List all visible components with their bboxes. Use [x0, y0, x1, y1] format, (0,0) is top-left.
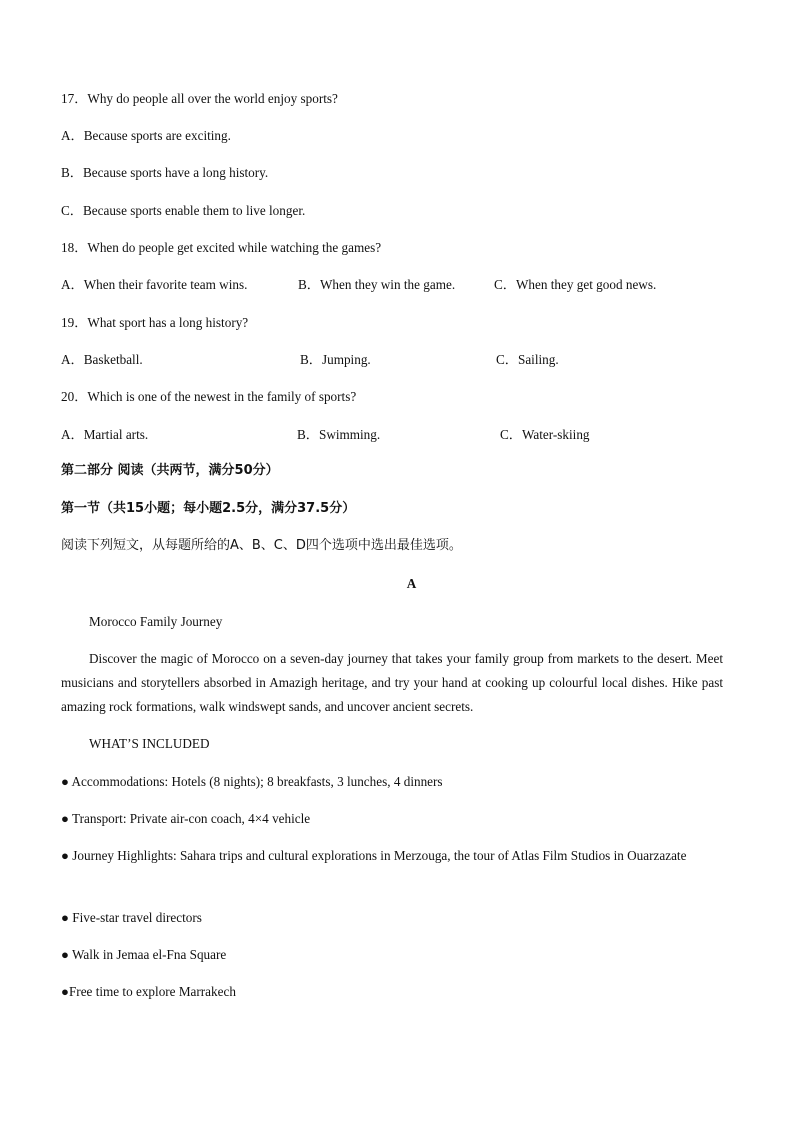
section-one-heading: 第一节（共15小题；每小题2.5分，满分37.5分） [61, 501, 356, 516]
passage-intro: Discover the magic of Morocco on a seven-day journey that takes your family group from markets to the desert. Meet musicians and storytellers absorbed in Amazigh heritage, and try your hand at cooking up colourful local dishes. Hike past amazing rock formations, walk windswept sands, and uncover ancient secrets. [61, 651, 723, 714]
question-20-stem: 20．Which is one of the newest in the family of sports? [61, 389, 357, 404]
question-17-stem: 17．Why do people all over the world enjoy sports? [61, 91, 338, 106]
included-item-free-time: ●Free time to explore Marrakech [61, 984, 236, 999]
included-item-transport: ● Transport: Private air-con coach, 4×4 vehicle [61, 811, 311, 826]
question-17-option-b: B．Because sports have a long history. [61, 165, 269, 180]
question-19-option-b: B．Jumping. [300, 352, 371, 367]
part-two-heading: 第二部分 阅读（共两节，满分50分） [61, 463, 279, 478]
question-18-option-b: B．When they win the game. [298, 277, 456, 292]
question-17-option-a: A．Because sports are exciting. [61, 128, 231, 143]
included-item-accommodations: ● Accommodations: Hotels (8 nights); 8 breakfasts, 3 lunches, 4 dinners [61, 774, 443, 789]
question-19-option-c: C．Sailing. [496, 352, 559, 367]
question-20-option-c: C．Water-skiing [500, 427, 590, 442]
question-18-option-c: C．When they get good news. [494, 277, 657, 292]
reading-instruction: 阅读下列短文，从每题所给的A、B、C、D四个选项中选出最佳选项。 [61, 538, 462, 553]
question-18-option-a: A．When their favorite team wins. [61, 277, 248, 292]
included-heading: WHAT’S INCLUDED [89, 736, 210, 751]
question-17-option-c: C．Because sports enable them to live longer. [61, 203, 306, 218]
question-20-option-b: B．Swimming. [297, 427, 381, 442]
passage-title: Morocco Family Journey [89, 614, 223, 629]
question-20-option-a: A．Martial arts. [61, 427, 149, 442]
question-18-stem: 18．When do people get excited while watching the games? [61, 240, 382, 255]
included-item-highlights: ● Journey Highlights: Sahara trips and cultural explorations in Merzouga, the tour of Atlas Film Studios in Ouarzazate [61, 848, 687, 863]
passage-label: A [406, 576, 417, 591]
included-item-directors: ● Five-star travel directors [61, 910, 202, 925]
included-item-walk: ● Walk in Jemaa el-Fna Square [61, 947, 227, 962]
question-19-stem: 19．What sport has a long history? [61, 315, 249, 330]
question-19-option-a: A．Basketball. [61, 352, 143, 367]
